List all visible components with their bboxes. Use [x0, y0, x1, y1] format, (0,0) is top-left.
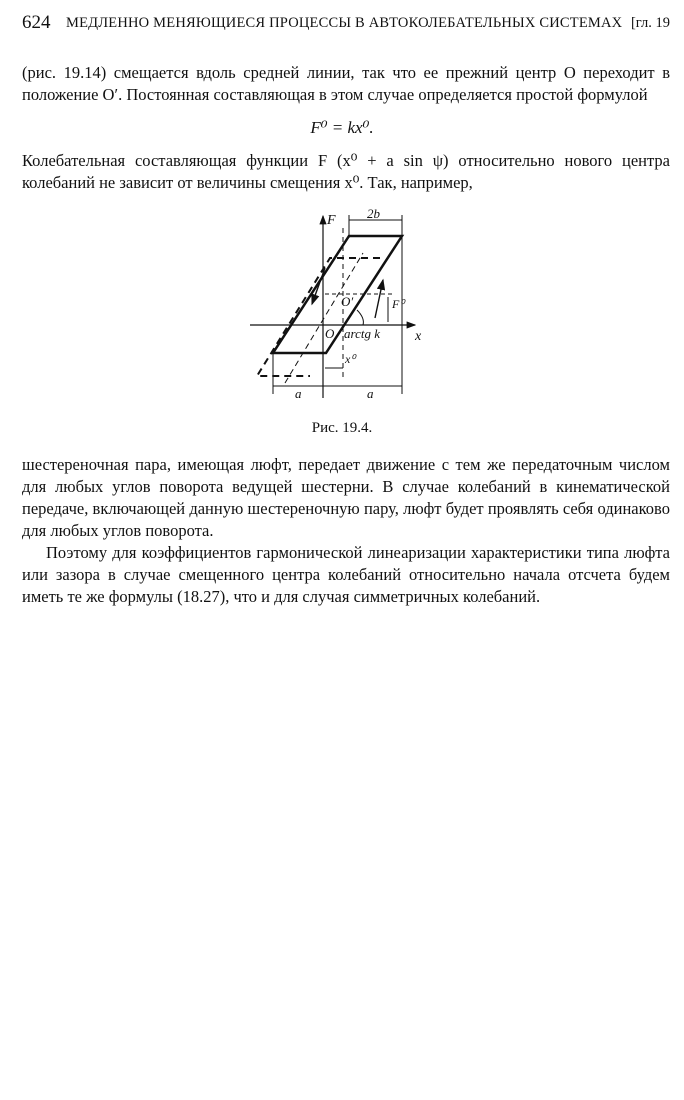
- label-a-right: a: [367, 386, 374, 401]
- label-x0: x⁰: [345, 352, 356, 366]
- label-x: x: [415, 329, 422, 344]
- label-O-prime: O′: [341, 294, 354, 309]
- angle-arc: [357, 310, 363, 325]
- paragraph-4: Поэтому для коэффициентов гармонической линеаризации характеристики типа люфта или зазора в случае смещенного центра колебаний относительно начала отсчета будем иметь те же формулы (18.27), что и для случая симметричных колебаний.: [22, 543, 670, 606]
- label-a-left: a: [295, 386, 302, 401]
- upward-arrow: [375, 280, 383, 318]
- running-title: МЕДЛЕННО МЕНЯЮЩИЕСЯ ПРОЦЕССЫ В АВТОКОЛЕБАТЕЛЬНЫХ СИСТЕМАХ: [66, 15, 623, 31]
- page-number: 624: [22, 12, 51, 33]
- page-header: [22, 12, 670, 42]
- paragraph-3: шестереночная пара, имеющая люфт, передает движение с тем же передаточным числом для любых углов поворота ведущей шестерни. В случае колебаний в кинематической передаче, включающей данную шестереночную пару, люфт будет проявлять себя одинаково для любых углов поворота.: [22, 455, 670, 540]
- label-F0: F⁰: [392, 297, 405, 311]
- paragraph-2: Колебательная составляющая функции F (x⁰ + a sin ψ) относительно нового центра колебаний не зависит от величины смещения x⁰. Так, например,: [22, 151, 670, 192]
- label-O: O: [325, 326, 335, 341]
- body-text: [22, 454, 670, 608]
- original-loop: [257, 258, 380, 376]
- paragraph-1: (рис. 19.14) смещается вдоль средней линии, так что ее прежний центр O переходит в положение O′. Постоянная составляющая в этом случае определяется простой формулой: [22, 63, 670, 104]
- figure-backlash-diagram: [245, 208, 435, 408]
- chapter-ref: [гл. 19: [630, 15, 670, 31]
- label-2b: 2b: [367, 208, 380, 221]
- figure-caption: Рис. 19.4.: [311, 420, 373, 436]
- formula: F⁰ = kx⁰.: [310, 118, 374, 137]
- label-arctg: arctg k: [344, 326, 380, 341]
- label-F: F: [327, 213, 336, 228]
